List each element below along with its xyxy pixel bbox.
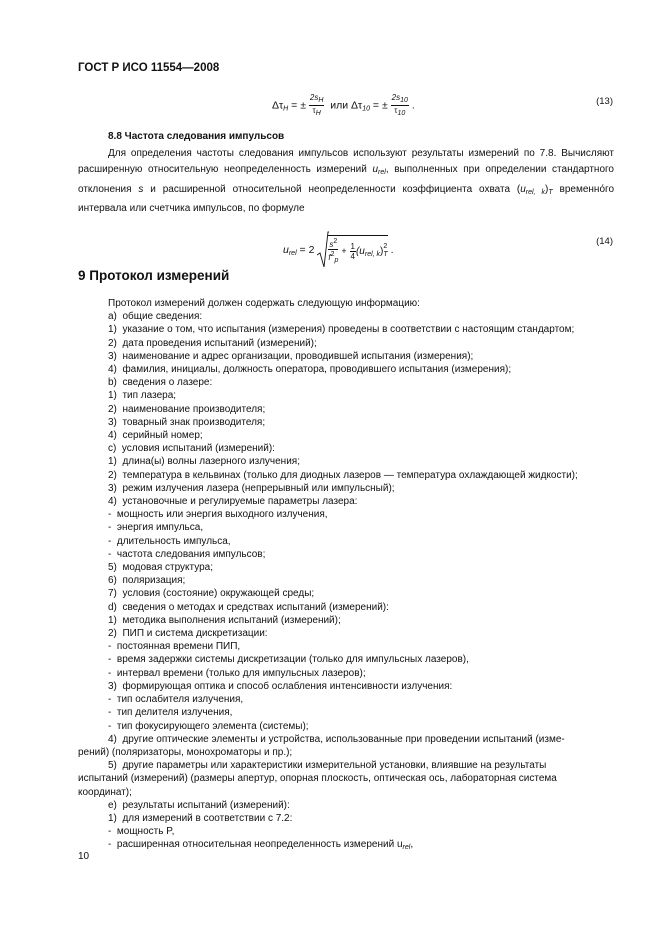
list-item-last [108, 838, 616, 854]
list-item: 5) другие параметры или характеристики измерительной установки, влиявшие на результаты [108, 760, 547, 772]
list-item: 3) режим излучения лазера (непрерывный или импульсный); [108, 482, 395, 494]
list-item-continuation: координат); [78, 786, 132, 798]
equation-14-number: (14) [596, 236, 613, 247]
list-item: - энергия импульса, [108, 522, 204, 534]
section-8-8-paragraph [78, 146, 614, 217]
equation-13-number: (13) [596, 96, 613, 107]
eq14-f-sup: 2 [330, 251, 335, 258]
list-item: - тип фокусирующего элемента (системы); [108, 720, 309, 732]
eq13-fraction-10 [391, 93, 409, 118]
eq14-plus: + [341, 245, 347, 256]
eq13-den1: τ [312, 106, 316, 115]
eq13-den2-sub: 10 [397, 110, 406, 117]
eq13-pm2: = ± [372, 99, 388, 112]
list-item: 4) установочные и регулируемые параметры лазера: [108, 496, 358, 508]
eq14-s: s [329, 240, 334, 249]
eq14-u-sub: rel [288, 249, 297, 257]
para-part-c: и расширенной относительной неопределенности коэффициента охвата ( [143, 183, 521, 195]
list-item: - время задержки системы дискретизации (только для импульсных лазеров), [108, 654, 469, 666]
list-item: 3) формирующая оптика и способ ослабления интенсивности излучения: [108, 680, 453, 692]
section-8-8-title: 8.8 Частота следования импульсов [108, 131, 285, 142]
para-s: s [138, 183, 144, 195]
list-item: a) общие сведения: [108, 311, 203, 323]
eq14-s-sup: 2 [333, 238, 338, 245]
eq14-paren-close: ) [380, 245, 384, 257]
eq13-delta-tau-h: Δτ [272, 99, 284, 112]
list-item: 3) наименование и адрес организации, проводившей испытания (измерения); [108, 350, 474, 362]
list-item: - тип делителя излучения, [108, 707, 233, 719]
eq13-num1-sub: H [318, 97, 324, 104]
para-part-d: временно́го интервала или счетчика импульсов, по формуле [78, 183, 614, 214]
list-item: - постоянная времени ПИП, [108, 641, 241, 653]
eq13-fraction-h [309, 93, 325, 118]
eq14-f-sub: p [334, 257, 339, 264]
eq14-sqrt [317, 231, 387, 269]
equation-13 [272, 93, 415, 118]
list-item: 2) наименование производителя; [108, 403, 266, 415]
para-u-rel-sub: rel [378, 169, 386, 177]
list-item-continuation: рений) (поляризаторы, монохроматоры и пр.); [78, 746, 293, 758]
list-item: 5) модовая структура; [108, 562, 214, 574]
list-item: 1) указание о том, что испытания (измерения) проведены в соответствии с настоящим стандартом; [108, 324, 575, 336]
list-item: Протокол измерений должен содержать следующую информацию: [108, 298, 420, 309]
eq14-t: T [383, 251, 388, 258]
list-item: d) сведения о методах и средствах испытаний (измерений): [108, 601, 389, 613]
eq13-or-word: или [330, 99, 349, 112]
para-part-a: Для определения частоты следования импульсов используют результаты измерений по 7.8. Вычисляют расширенную относительную неопределенность измерений [78, 148, 614, 176]
para-urelk-t: T [548, 188, 553, 196]
eq14-paren-u: (u [355, 245, 365, 257]
eq14-f: f [328, 253, 331, 262]
list-item: 1) методика выполнения испытаний (измерений); [108, 614, 341, 626]
list-item: 1) тип лазера; [108, 390, 177, 402]
eq13-num2: 2s [391, 93, 401, 102]
eq14-pow: 2 [383, 243, 388, 250]
eq13-sub-10: 10 [362, 105, 370, 113]
eq14-end: . [390, 243, 394, 256]
eq14-quarter-den: 4 [350, 251, 355, 261]
eq13-end: . [411, 99, 415, 112]
para-part-b: , выполненных при определении стандартного отклонения [78, 164, 614, 195]
equation-14 [283, 231, 394, 269]
eq13-den2: τ [394, 106, 398, 115]
eq13-num2-sub: 10 [400, 97, 408, 104]
page-number: 10 [78, 851, 90, 862]
eq14-quarter-num: 1 [350, 241, 355, 251]
eq14-u: u [283, 243, 289, 256]
standard-header: ГОСТ Р ИСО 11554—2008 [78, 62, 220, 74]
para-u-rel: u [372, 164, 379, 176]
list-item: - частота следования импульсов; [108, 548, 266, 560]
list-item: - тип ослабителя излучения, [108, 694, 244, 706]
list-item: 4) фамилия, инициалы, должность оператора, проводившего испытания (измерения); [108, 364, 512, 376]
list-item: 3) товарный знак производителя; [108, 416, 266, 428]
last-item-end: , [410, 839, 414, 851]
para-urelk: u [520, 183, 526, 195]
para-urelk-sub: rel, k [525, 188, 546, 196]
list-item: 2) дата проведения испытаний (измерений); [108, 337, 317, 349]
list-item-continuation: испытаний (измерений) (размеры апертур, опорная плоскость, оптическая ось, лабораторная система [78, 773, 557, 785]
para-urelk-close: ) [545, 183, 549, 195]
section-9-title: 9 Протокол измерений [78, 268, 230, 283]
last-item-sub: rel [402, 844, 411, 852]
eq14-equals-two: = 2 [299, 243, 315, 256]
eq13-pm: = ± [291, 99, 306, 112]
list-item: - интервал времени (только для импульсных лазеров); [108, 667, 366, 679]
last-item-text: - расширенная относительная неопределенность измерений u [108, 839, 403, 851]
list-item: 2) температура в кельвинах (только для диодных лазеров — температура охлаждающей жидкости); [108, 469, 578, 481]
list-item: - мощность или энергия выходного излучения, [108, 509, 328, 521]
protocol-requirements-list [78, 297, 616, 855]
list-item: 4) серийный номер; [108, 430, 203, 442]
list-item: 7) условия (состояние) окружающей среды; [108, 588, 315, 600]
eq13-delta-tau-10: Δτ [351, 99, 363, 112]
eq13-num1: 2s [309, 93, 319, 102]
list-item: 4) другие оптические элементы и устройства, использованные при проведении испытаний (изме- [108, 733, 565, 745]
list-item: c) условия испытаний (измерений): [108, 443, 275, 455]
list-item: - длительность импульса, [108, 535, 231, 547]
list-item: 1) длина(ы) волны лазерного излучения; [108, 456, 300, 468]
list-item: - мощность P, [108, 826, 175, 838]
eq13-sub-h: H [283, 105, 289, 113]
list-item: b) сведения о лазере: [108, 377, 213, 389]
eq14-fraction-s-f [328, 237, 338, 265]
list-item: 6) поляризация; [108, 575, 186, 587]
list-item: 1) для измерений в соответствии с 7.2: [108, 812, 293, 824]
list-item: e) результаты испытаний (измерений): [108, 799, 290, 811]
eq13-den1-sub: H [315, 110, 321, 117]
list-item: 2) ПИП и система дискретизации: [108, 628, 268, 640]
eq14-paren-sub: rel, k [364, 250, 381, 258]
